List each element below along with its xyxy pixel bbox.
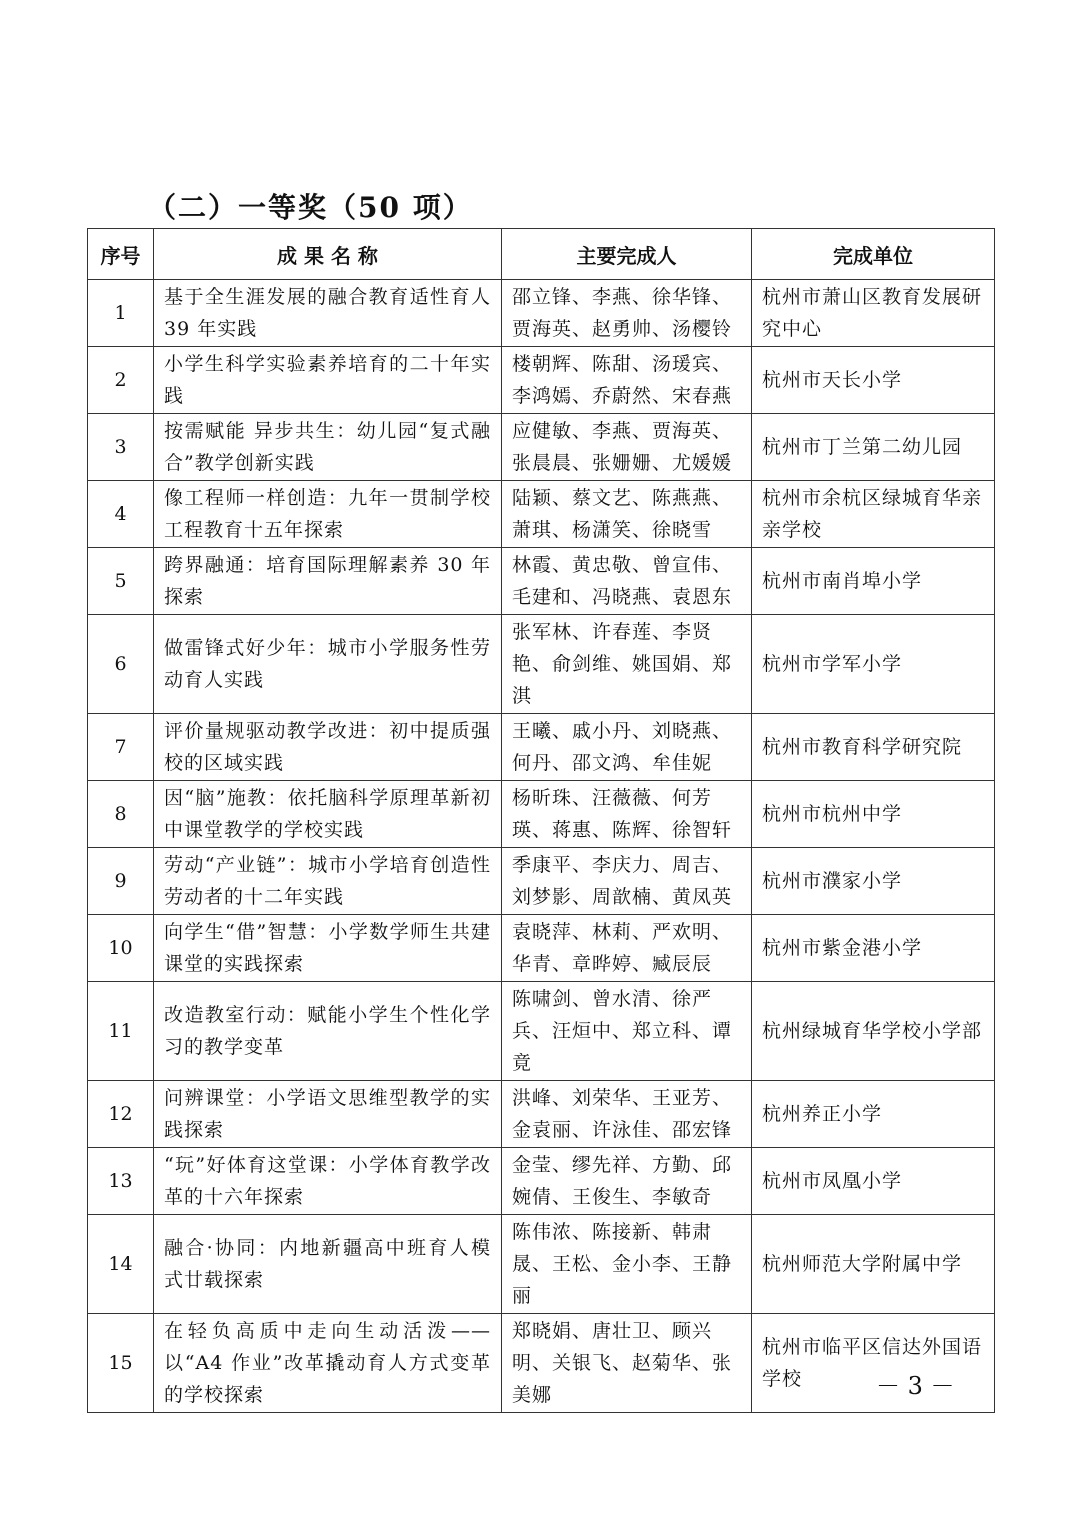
table-body xyxy=(88,280,995,1413)
cell-name: 向学生“借”智慧：小学数学师生共建课堂的实践探索 xyxy=(154,915,502,982)
cell-name: 小学生科学实验素养培育的二十年实践 xyxy=(154,347,502,414)
header-name: 成 果 名 称 xyxy=(154,229,502,280)
table-row xyxy=(88,848,995,915)
table-row xyxy=(88,1215,995,1314)
cell-name: 问辨课堂：小学语文思维型教学的实践探索 xyxy=(154,1081,502,1148)
table-row xyxy=(88,481,995,548)
cell-people: 楼朝辉、陈甜、汤瑗宾、李鸿嫣、乔蔚然、宋春燕 xyxy=(502,347,752,414)
cell-people: 陆颖、蔡文艺、陈燕燕、萧琪、杨潇笑、徐晓雪 xyxy=(502,481,752,548)
header-num: 序号 xyxy=(88,229,154,280)
table-row xyxy=(88,615,995,714)
cell-unit: 杭州市天长小学 xyxy=(752,347,995,414)
cell-num: 4 xyxy=(88,481,154,548)
table-row xyxy=(88,347,995,414)
cell-people: 金莹、缪先祥、方勤、邱婉倩、王俊生、李敏奇 xyxy=(502,1148,752,1215)
header-people: 主要完成人 xyxy=(502,229,752,280)
cell-num: 10 xyxy=(88,915,154,982)
cell-unit: 杭州市余杭区绿城育华亲亲学校 xyxy=(752,481,995,548)
cell-unit: 杭州养正小学 xyxy=(752,1081,995,1148)
cell-num: 12 xyxy=(88,1081,154,1148)
cell-people: 陈伟浓、陈接新、韩肃晟、王松、金小李、王静丽 xyxy=(502,1215,752,1314)
table-row xyxy=(88,1314,995,1413)
cell-num: 9 xyxy=(88,848,154,915)
cell-unit: 杭州市濮家小学 xyxy=(752,848,995,915)
cell-num: 3 xyxy=(88,414,154,481)
table-row xyxy=(88,781,995,848)
cell-people: 杨昕珠、汪薇薇、何芳瑛、蒋惠、陈辉、徐智轩 xyxy=(502,781,752,848)
table-row xyxy=(88,414,995,481)
cell-name: 像工程师一样创造：九年一贯制学校工程教育十五年探索 xyxy=(154,481,502,548)
cell-num: 6 xyxy=(88,615,154,714)
cell-name: 按需赋能 异步共生：幼儿园“复式融合”教学创新实践 xyxy=(154,414,502,481)
cell-name: 跨界融通：培育国际理解素养 30 年探索 xyxy=(154,548,502,615)
cell-num: 14 xyxy=(88,1215,154,1314)
cell-unit: 杭州市丁兰第二幼儿园 xyxy=(752,414,995,481)
table-row xyxy=(88,1148,995,1215)
cell-people: 应健敏、李燕、贾海英、张晨晨、张姗姗、尤媛媛 xyxy=(502,414,752,481)
cell-num: 5 xyxy=(88,548,154,615)
cell-unit: 杭州市紫金港小学 xyxy=(752,915,995,982)
cell-name: 融合·协同：内地新疆高中班育人模式廿载探索 xyxy=(154,1215,502,1314)
cell-people: 郑晓娟、唐壮卫、顾兴明、关银飞、赵菊华、张美娜 xyxy=(502,1314,752,1413)
cell-name: 改造教室行动：赋能小学生个性化学习的教学变革 xyxy=(154,982,502,1081)
cell-people: 邵立锋、李燕、徐华锋、贾海英、赵勇帅、汤樱铃 xyxy=(502,280,752,347)
cell-num: 8 xyxy=(88,781,154,848)
cell-name: “玩”好体育这堂课：小学体育教学改革的十六年探索 xyxy=(154,1148,502,1215)
cell-name: 基于全生涯发展的融合教育适性育人 39 年实践 xyxy=(154,280,502,347)
cell-unit: 杭州市教育科学研究院 xyxy=(752,714,995,781)
cell-name: 做雷锋式好少年：城市小学服务性劳动育人实践 xyxy=(154,615,502,714)
cell-name: 劳动“产业链”：城市小学培育创造性劳动者的十二年实践 xyxy=(154,848,502,915)
cell-people: 袁晓萍、林莉、严欢明、华青、章晔婷、臧辰辰 xyxy=(502,915,752,982)
cell-num: 13 xyxy=(88,1148,154,1215)
cell-unit: 杭州市凤凰小学 xyxy=(752,1148,995,1215)
cell-unit: 杭州市萧山区教育发展研究中心 xyxy=(752,280,995,347)
cell-num: 15 xyxy=(88,1314,154,1413)
table-header-row xyxy=(88,229,995,280)
cell-people: 陈啸剑、曾水清、徐严兵、汪烜中、郑立科、谭竟 xyxy=(502,982,752,1081)
cell-num: 7 xyxy=(88,714,154,781)
cell-people: 洪峰、刘荣华、王亚芳、金袁丽、许泳佳、邵宏锋 xyxy=(502,1081,752,1148)
cell-people: 王曦、戚小丹、刘晓燕、何丹、邵文鸿、牟佳妮 xyxy=(502,714,752,781)
cell-num: 11 xyxy=(88,982,154,1081)
cell-unit: 杭州市临平区信达外国语学校 xyxy=(752,1314,995,1413)
cell-unit: 杭州市南肖埠小学 xyxy=(752,548,995,615)
awards-table xyxy=(87,228,995,1413)
cell-name: 因“脑”施教：依托脑科学原理革新初中课堂教学的学校实践 xyxy=(154,781,502,848)
cell-num: 2 xyxy=(88,347,154,414)
table-row xyxy=(88,915,995,982)
cell-unit: 杭州市学军小学 xyxy=(752,615,995,714)
table-row xyxy=(88,548,995,615)
table-row xyxy=(88,280,995,347)
table-row xyxy=(88,982,995,1081)
cell-unit: 杭州市杭州中学 xyxy=(752,781,995,848)
cell-name: 评价量规驱动教学改进：初中提质强校的区域实践 xyxy=(154,714,502,781)
table-row xyxy=(88,714,995,781)
table-row xyxy=(88,1081,995,1148)
cell-people: 季康平、李庆力、周吉、刘梦影、周歆楠、黄凤英 xyxy=(502,848,752,915)
page-number: － 3 － xyxy=(876,1372,955,1400)
cell-people: 林霞、黄忠敬、曾宣伟、毛建和、冯晓燕、袁恩东 xyxy=(502,548,752,615)
cell-people: 张军林、许春莲、李贤艳、俞剑维、姚国娟、郑淇 xyxy=(502,615,752,714)
header-unit: 完成单位 xyxy=(752,229,995,280)
cell-unit: 杭州绿城育华学校小学部 xyxy=(752,982,995,1081)
cell-name: 在轻负高质中走向生动活泼——以“A4 作业”改革撬动育人方式变革的学校探索 xyxy=(154,1314,502,1413)
cell-unit: 杭州师范大学附属中学 xyxy=(752,1215,995,1314)
cell-num: 1 xyxy=(88,280,154,347)
section-title: （二）一等奖（50 项） xyxy=(148,191,473,224)
